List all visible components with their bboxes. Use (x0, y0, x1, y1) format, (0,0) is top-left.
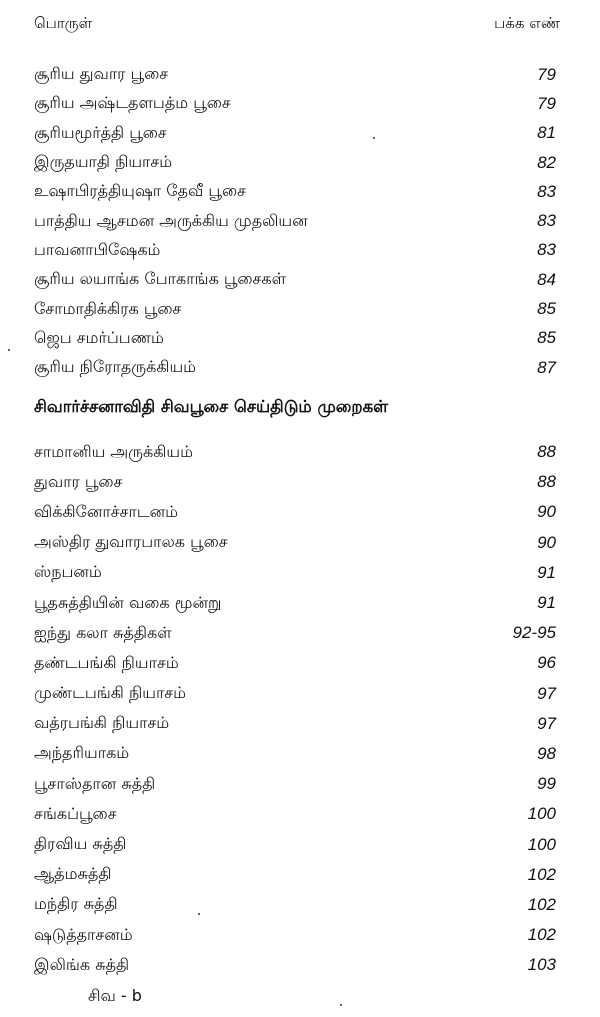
contents-row (34, 799, 560, 829)
entry-title: ஆத்மசுத்தி (34, 864, 112, 884)
contents-row (34, 618, 560, 648)
entry-page-number: 84 (537, 269, 556, 289)
entry-page-number: 92-95 (512, 623, 556, 643)
entry-title: பூதசுத்தியின் வகை மூன்று (34, 592, 222, 612)
contents-list-surya-puja (34, 60, 560, 382)
entry-title: அந்தரியாகம் (34, 743, 130, 763)
print-speck (340, 1004, 342, 1006)
entry-page-number: 102 (527, 894, 556, 914)
contents-row (34, 324, 560, 353)
entry-title: ஸ்நபனம் (34, 562, 102, 582)
entry-page-number: 85 (537, 299, 556, 319)
entry-page-number: 98 (537, 743, 556, 763)
entry-title: சூரிய அஷ்டதளபத்ம பூசை (34, 93, 231, 113)
contents-row (34, 177, 560, 206)
contents-row (34, 236, 560, 265)
contents-row (34, 558, 560, 588)
entry-page-number: 82 (537, 152, 556, 172)
entry-page-number: 88 (537, 442, 556, 462)
contents-row (34, 119, 560, 148)
entry-title: பூசாஸ்தான சுத்தி (34, 773, 156, 793)
entry-page-number: 79 (537, 64, 556, 84)
entry-page-number: 85 (537, 328, 556, 348)
entry-page-number: 90 (537, 502, 556, 522)
entry-page-number: 96 (537, 653, 556, 673)
print-speck (8, 349, 10, 351)
print-speck (198, 913, 200, 915)
contents-row (34, 890, 560, 920)
column-header-subject: பொருள் (34, 14, 93, 32)
contents-row (34, 648, 560, 678)
entry-page-number: 83 (537, 211, 556, 231)
entry-title: பாத்திய ஆசமன அருக்கிய முதலியன (34, 210, 308, 230)
entry-page-number: 102 (527, 925, 556, 945)
entry-page-number: 103 (527, 955, 556, 975)
entry-title: தண்டபங்கி நியாசம் (34, 652, 179, 672)
contents-row (34, 497, 560, 527)
contents-list-siva-puja (34, 437, 560, 980)
entry-title: சூரிய லயாங்க போகாங்க பூசைகள் (34, 269, 287, 289)
entry-title: திரவிய சுத்தி (34, 834, 127, 854)
contents-row (34, 148, 560, 177)
contents-row (34, 829, 560, 859)
entry-page-number: 102 (527, 864, 556, 884)
print-speck (373, 137, 375, 139)
entry-title: மந்திர சுத்தி (34, 894, 118, 914)
entry-title: சூரியமூர்த்தி பூசை (34, 122, 167, 142)
contents-row (34, 467, 560, 497)
entry-title: பாவனாபிஷேகம் (34, 239, 161, 259)
entry-page-number: 97 (537, 713, 556, 733)
entry-title: சோமாதிக்கிரக பூசை (34, 298, 182, 318)
entry-page-number: 79 (537, 93, 556, 113)
entry-title: சங்கப்பூசை (34, 803, 117, 823)
page-footer-signature: சிவ - b (88, 986, 142, 1005)
entry-title: அஸ்திர துவாரபாலக பூசை (34, 532, 228, 552)
entry-page-number: 99 (537, 774, 556, 794)
entry-title: ஐந்து கலா சுத்திகள் (34, 622, 172, 642)
entry-title: உஷாபிரத்தியுஷா தேவீ பூசை (34, 181, 246, 201)
entry-title: சாமானிய அருக்கியம் (34, 441, 193, 461)
contents-row (34, 588, 560, 618)
entry-title: ஷடுத்தாசனம் (34, 924, 133, 944)
entry-title: சூரிய நிரோதருக்கியம் (34, 357, 197, 377)
contents-row (34, 437, 560, 467)
entry-title: விக்கினோச்சாடனம் (34, 501, 178, 521)
entry-page-number: 83 (537, 240, 556, 260)
contents-row (34, 920, 560, 950)
contents-row (34, 528, 560, 558)
contents-row (34, 206, 560, 235)
entry-title: இருதயாதி நியாசம் (34, 152, 173, 172)
entry-page-number: 100 (527, 834, 556, 854)
entry-title: துவார பூசை (34, 471, 123, 491)
contents-row (34, 353, 560, 382)
entry-page-number: 97 (537, 683, 556, 703)
contents-row (34, 950, 560, 980)
entry-title: சூரிய துவார பூசை (34, 64, 169, 84)
contents-row (34, 294, 560, 323)
entry-title: ஜெப சமர்ப்பணம் (34, 327, 164, 347)
entry-page-number: 88 (537, 472, 556, 492)
entry-page-number: 83 (537, 181, 556, 201)
entry-page-number: 91 (537, 562, 556, 582)
entry-title: இலிங்க சுத்தி (34, 954, 130, 974)
contents-row (34, 860, 560, 890)
entry-page-number: 87 (537, 357, 556, 377)
contents-row (34, 709, 560, 739)
entry-title: முண்டபங்கி நியாசம் (34, 683, 187, 703)
contents-row (34, 679, 560, 709)
contents-row (34, 60, 560, 89)
contents-row (34, 739, 560, 769)
contents-row (34, 265, 560, 294)
column-header-page-number: பக்க எண் (494, 14, 560, 32)
contents-row (34, 89, 560, 118)
entry-page-number: 100 (527, 804, 556, 824)
section-heading: சிவார்ச்சனாவிதி சிவபூசை செய்திடும் முறைகள் (34, 397, 389, 416)
entry-title: வத்ரபங்கி நியாசம் (34, 713, 170, 733)
entry-page-number: 91 (537, 593, 556, 613)
entry-page-number: 81 (537, 123, 556, 143)
contents-row (34, 769, 560, 799)
entry-page-number: 90 (537, 532, 556, 552)
